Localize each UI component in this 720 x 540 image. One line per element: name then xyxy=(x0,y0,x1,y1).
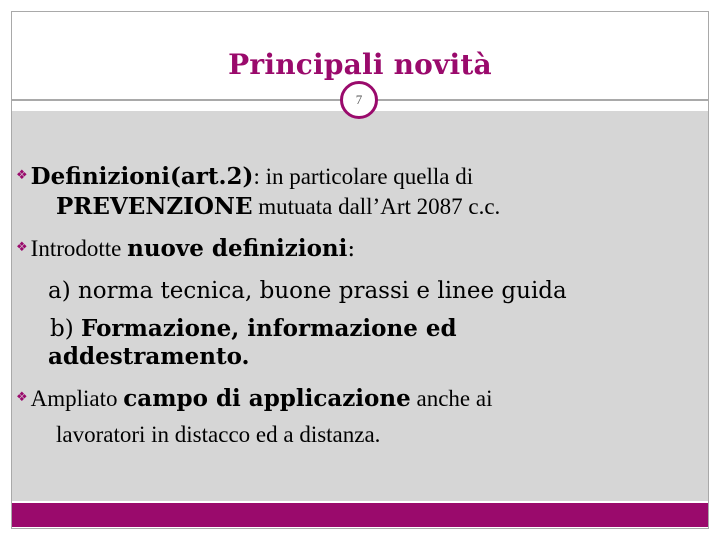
content-area xyxy=(12,111,708,501)
bullet-text: anche ai xyxy=(410,386,493,411)
bullet-bold-text: campo di applicazione xyxy=(123,385,411,412)
bullet-bold-text: nuove definizioni xyxy=(127,235,348,262)
slide-number-badge: 7 xyxy=(340,81,378,119)
bullet-icon: ❖ xyxy=(16,240,28,255)
sub-item-a xyxy=(48,277,567,305)
sub-item-bold-text: Formazione, informazione ed xyxy=(81,315,457,342)
bullet-text: : in particolare quella di xyxy=(253,164,474,189)
slide-title: Principali novità xyxy=(228,48,492,81)
bullet-bold-text: Definizioni(art.2) xyxy=(30,163,254,190)
bullet-definizioni-cont xyxy=(56,193,500,221)
bullet-campo-applicazione-cont xyxy=(56,421,380,449)
bullet-text: Introdotte xyxy=(30,236,128,261)
bullet-icon: ❖ xyxy=(16,390,28,405)
sub-item-b xyxy=(50,315,457,343)
bullet-icon: ❖ xyxy=(16,168,28,183)
bullet-text: : xyxy=(347,236,356,262)
sub-item-prefix: b) xyxy=(50,316,82,342)
bullet-definizioni xyxy=(16,163,473,192)
sub-item-text: a) norma tecnica, buone prassi e linee guida xyxy=(48,278,567,304)
footer-bar xyxy=(12,503,708,527)
bullet-bold-text: PREVENZIONE xyxy=(56,193,253,220)
bullet-campo-applicazione xyxy=(16,385,492,414)
bullet-text: Ampliato xyxy=(30,386,124,411)
bullet-text: mutuata dall’Art 2087 c.c. xyxy=(252,194,501,219)
bullet-text: lavoratori in distacco ed a distanza. xyxy=(56,422,381,447)
sub-item-bold-text: addestramento. xyxy=(48,343,250,370)
bullet-nuove-definizioni xyxy=(16,235,355,264)
sub-item-b-cont xyxy=(48,343,250,371)
